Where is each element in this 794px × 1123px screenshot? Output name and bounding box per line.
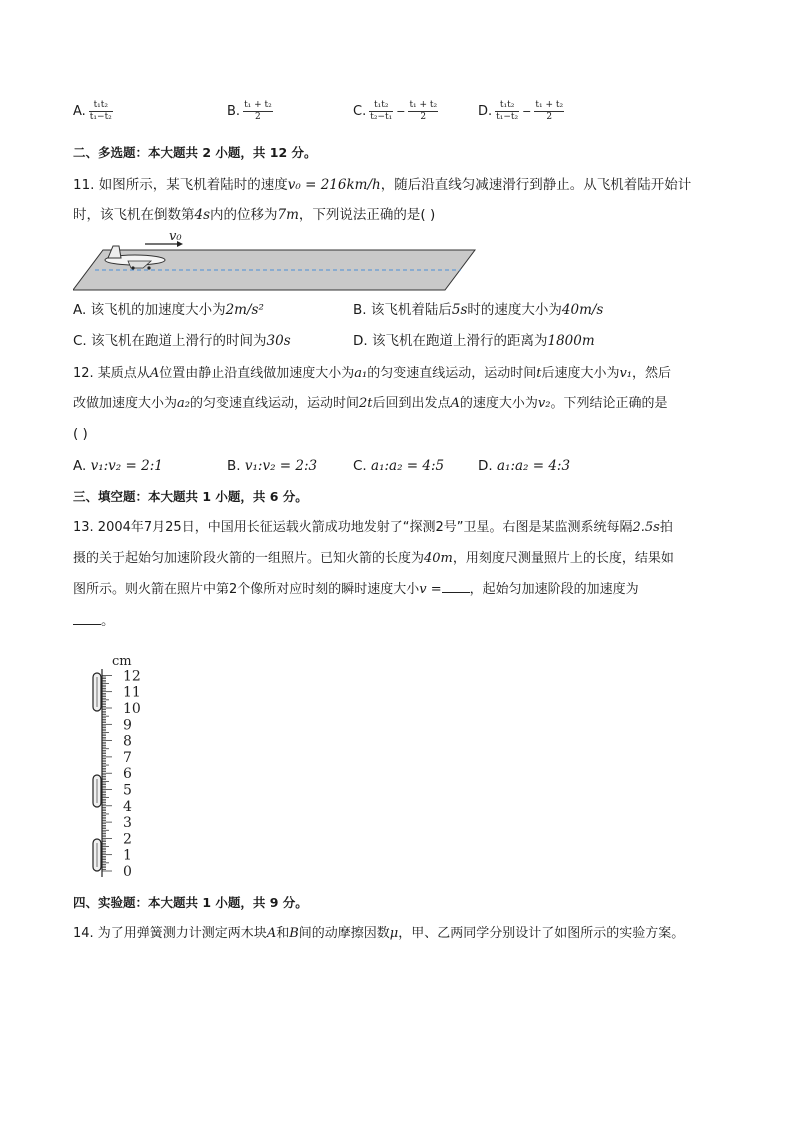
ruler-tick-label: 0 [123, 864, 132, 880]
ruler-tick-label: 3 [123, 815, 132, 832]
fraction-denominator: 2 [420, 112, 427, 122]
q10-option-b [227, 100, 273, 123]
answer-blank-velocity[interactable] [442, 580, 470, 593]
fraction-denominator: t₁−t₂ [89, 112, 112, 122]
q10-option-d [478, 100, 564, 123]
q11-option-a: A. 该飞机的加速度大小为2m/s² [73, 302, 264, 318]
fraction [408, 100, 438, 123]
fraction-numerator: t₁t₂ [369, 100, 393, 112]
q11-option-d: D. 该飞机在跑道上滑行的距离为1800m [353, 333, 595, 349]
fraction-numerator: t₁ + t₂ [244, 100, 272, 110]
ruler-tick-label: 12 [123, 668, 141, 685]
option-label: A. [73, 104, 86, 119]
minus-sign: − [396, 105, 406, 118]
q14-line-1: 14. 为了用弹簧测力计测定两木块A和B间的动摩擦因数μ，甲、乙两同学分别设计了如图所示的实验方案。 [73, 926, 685, 941]
fraction [89, 100, 113, 123]
ruler-tick-label: 4 [123, 798, 132, 815]
rocket-image-3 [93, 839, 101, 871]
answer-blank-acceleration[interactable] [73, 612, 101, 625]
ruler-tick-label: 11 [123, 684, 141, 701]
fraction-numerator: t₁ + t₂ [409, 100, 438, 110]
q11-option-c: C. 该飞机在跑道上滑行的时间为30s [73, 333, 291, 349]
q13-line-4: 。 [73, 611, 115, 631]
fraction-numerator: t₁t₂ [495, 100, 519, 112]
option-label: C. [353, 458, 367, 474]
option-label: B. [227, 104, 241, 119]
fraction-denominator: t₂−t₁ [370, 112, 393, 122]
q12-option-a [73, 456, 163, 476]
ruler-unit-label: cm [112, 654, 132, 669]
section-3-heading: 三、填空题：本大题共 1 小题，共 6 分。 [73, 489, 308, 504]
option-label: D. [478, 458, 493, 474]
q12-line-3: ( ) [73, 426, 88, 442]
fraction-denominator: 2 [546, 112, 553, 122]
ruler-tick-label: 8 [123, 733, 132, 750]
q11-line-1: 11. 如图所示，某飞机着陆时的速度v₀ = 216km/h，随后沿直线匀减速滑行到静止。从飞机着陆开始计 [73, 177, 692, 193]
section-2-heading: 二、多选题：本大题共 2 小题，共 12 分。 [73, 145, 317, 160]
fraction-numerator: t₁ + t₂ [535, 100, 564, 110]
rocket-image-1 [93, 673, 101, 711]
ruler-tick-label: 7 [123, 749, 132, 766]
velocity-label: v₀ [169, 229, 182, 244]
ruler-figure [85, 645, 165, 885]
option-math: a₁:a₂ = 4:5 [371, 458, 445, 474]
ruler-tick-label: 1 [123, 847, 132, 864]
q12-line-2: 改做加速度大小为a₂的匀变速直线运动，运动时间2t后回到出发点A的速度大小为v₂。下列结论正确的是 [73, 396, 668, 411]
q11-option-b: B. 该飞机着陆后5s时的速度大小为40m/s [353, 302, 604, 318]
option-math: v₁:v₂ = 2:3 [244, 458, 318, 474]
q13-line-1: 13. 2004年7月25日，中国用长征运载火箭成功地发射了“探测2号”卫星。右图是某监测系统每隔2.5s拍 [73, 520, 673, 535]
option-label: B. [227, 458, 241, 474]
option-math: a₁:a₂ = 4:3 [496, 458, 571, 474]
q10-option-a [73, 100, 113, 123]
fraction-numerator: t₁t₂ [89, 100, 113, 112]
fraction-denominator: 2 [255, 112, 261, 122]
runway-figure [73, 228, 478, 294]
q12-line-1: 12. 某质点从A位置由静止沿直线做加速度大小为a₁的匀变速直线运动，运动时间t后速度大小为v₁，然后 [73, 366, 672, 381]
q10-option-c [353, 100, 438, 123]
ruler-tick-label: 5 [123, 782, 132, 799]
q12-option-c [353, 456, 444, 476]
option-label: C. [353, 104, 367, 119]
rocket-image-2 [93, 775, 101, 807]
q13-line-2: 摄的关于起始匀加速阶段火箭的一组照片。已知火箭的长度为40m，用刻度尺测量照片上的长度，结果如 [73, 551, 674, 566]
q13-line-3: 图所示。则火箭在照片中第2个像所对应时刻的瞬时速度大小v = ，起始匀加速阶段的加速度为 [73, 582, 639, 597]
fraction [495, 100, 519, 123]
fraction [534, 100, 564, 123]
fraction [369, 100, 393, 123]
minus-sign: − [522, 105, 532, 118]
option-label: A. [73, 458, 87, 474]
ruler-tick-label: 2 [123, 831, 132, 848]
option-math: v₁:v₂ = 2:1 [90, 458, 163, 474]
fraction-denominator: t₁−t₂ [496, 112, 519, 122]
ruler-tick-label: 9 [123, 717, 132, 734]
q11-line-2: 时，该飞机在倒数第4s内的位移为7m，下列说法正确的是( ) [73, 207, 436, 223]
q12-option-b [227, 456, 317, 476]
fraction [243, 100, 273, 123]
ruler-tick-label: 10 [123, 701, 141, 717]
section-4-heading: 四、实验题：本大题共 1 小题，共 9 分。 [73, 895, 308, 910]
ruler-tick-label: 6 [123, 766, 132, 783]
option-label: D. [478, 104, 493, 119]
q12-option-d [478, 456, 570, 476]
